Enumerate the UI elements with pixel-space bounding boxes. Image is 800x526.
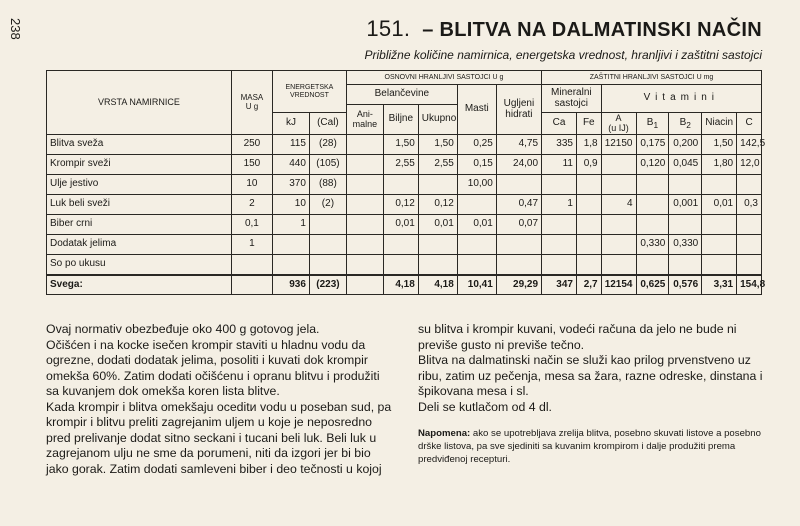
cell-kj: 936 bbox=[272, 275, 309, 295]
recipe-number: 151. bbox=[366, 16, 411, 41]
cell-biljne bbox=[383, 175, 418, 195]
cell-cal: (223) bbox=[309, 275, 346, 295]
cell-masti: 10,41 bbox=[457, 275, 496, 295]
cell-animalne bbox=[346, 195, 383, 215]
cell-niacin bbox=[702, 235, 737, 255]
cell-ca bbox=[542, 175, 577, 195]
cell-b1 bbox=[636, 215, 669, 235]
table-total-row bbox=[47, 275, 762, 295]
cell-a: 12150 bbox=[601, 135, 636, 155]
cell-masti: 0,25 bbox=[457, 135, 496, 155]
cell-name: Krompir sveži bbox=[47, 155, 232, 175]
cell-ugljeni: 4,75 bbox=[496, 135, 541, 155]
cell-c bbox=[737, 255, 762, 275]
cell-name: Biber crni bbox=[47, 215, 232, 235]
cell-a: 4 bbox=[601, 195, 636, 215]
cell-c bbox=[737, 215, 762, 235]
cell-fe: 2,7 bbox=[576, 275, 601, 295]
cell-c: 142,5 bbox=[737, 135, 762, 155]
cell-masti: 0,15 bbox=[457, 155, 496, 175]
cell-biljne: 2,55 bbox=[383, 155, 418, 175]
cell-b1: 0,625 bbox=[636, 275, 669, 295]
cell-cal: (2) bbox=[309, 195, 346, 215]
cell-niacin: 3,31 bbox=[702, 275, 737, 295]
cell-animalne bbox=[346, 135, 383, 155]
cell-b2: 0,045 bbox=[669, 155, 702, 175]
table-body bbox=[47, 135, 766, 295]
cell-biljne: 4,18 bbox=[383, 275, 418, 295]
header-vitamini: Vitamini bbox=[601, 85, 761, 113]
cell-biljne: 1,50 bbox=[383, 135, 418, 155]
cell-ukupno: 1,50 bbox=[418, 135, 457, 155]
cell-b2 bbox=[669, 215, 702, 235]
cell-cal: (88) bbox=[309, 175, 346, 195]
cell-masa: 250 bbox=[231, 135, 272, 155]
cell-b2: 0,330 bbox=[669, 235, 702, 255]
cell-b2 bbox=[669, 175, 702, 195]
paragraph: Ovaj normativ obezbeđuje oko 400 g gotovog jela. bbox=[46, 322, 320, 336]
cell-niacin: 1,50 bbox=[702, 135, 737, 155]
nutrition-table bbox=[46, 70, 766, 295]
recipe-name: – BLITVA NA DALMATINSKI NAČIN bbox=[422, 19, 762, 41]
cell-kj: 1 bbox=[272, 215, 309, 235]
cell-niacin bbox=[702, 175, 737, 195]
cell-name: Blitva sveža bbox=[47, 135, 232, 155]
note bbox=[418, 427, 770, 466]
cell-c: 12,0 bbox=[737, 155, 762, 175]
header-ugljeni: Ugljeni hidrati bbox=[496, 85, 541, 135]
cell-fe bbox=[576, 195, 601, 215]
cell-biljne: 0,12 bbox=[383, 195, 418, 215]
cell-c bbox=[737, 235, 762, 255]
header-animalne: Ani- malne bbox=[346, 105, 383, 135]
cell-fe bbox=[576, 255, 601, 275]
header-ukupno: Ukupno bbox=[418, 105, 457, 135]
cell-a bbox=[601, 155, 636, 175]
cell-masa: 0,1 bbox=[231, 215, 272, 235]
cell-masa: 1 bbox=[231, 235, 272, 255]
table-row bbox=[47, 155, 762, 175]
cell-masa: 10 bbox=[231, 175, 272, 195]
recipe-title bbox=[366, 16, 762, 42]
cell-kj: 440 bbox=[272, 155, 309, 175]
cell-ca: 347 bbox=[542, 275, 577, 295]
cell-masa bbox=[231, 275, 272, 295]
cell-animalne bbox=[346, 215, 383, 235]
cell-ca bbox=[542, 215, 577, 235]
cell-ca bbox=[542, 255, 577, 275]
cell-c bbox=[737, 175, 762, 195]
cell-masti bbox=[457, 235, 496, 255]
cell-masti: 0,01 bbox=[457, 215, 496, 235]
cell-a bbox=[601, 215, 636, 235]
cell-animalne bbox=[346, 155, 383, 175]
paragraph: Deli se kutlаčom od 4 dl. bbox=[418, 399, 552, 414]
cell-a bbox=[601, 175, 636, 195]
cell-niacin bbox=[702, 215, 737, 235]
cell-biljne bbox=[383, 235, 418, 255]
cell-ugljeni bbox=[496, 235, 541, 255]
header-masti: Masti bbox=[457, 85, 496, 135]
cell-fe: 1,8 bbox=[576, 135, 601, 155]
cell-b2 bbox=[669, 255, 702, 275]
cell-masa: 150 bbox=[231, 155, 272, 175]
cell-cal bbox=[309, 215, 346, 235]
cell-b1 bbox=[636, 195, 669, 215]
instructions-right-column bbox=[418, 322, 770, 466]
header-biljne: Biljne bbox=[383, 105, 418, 135]
header-c: C bbox=[737, 113, 762, 135]
paragraph: Blitva na dalmatinski način se služi kao prilog prvenstveno uz ribu, zatim uz pečenja, mesa sa žara, razne odreske, dinstana i špikovana mesa i sl. bbox=[418, 353, 763, 398]
cell-b2: 0,200 bbox=[669, 135, 702, 155]
note-text: ako se upotrebljava zrelija blitva, posebno skuvati listove a posebno drške listova, pa sve sjediniti sa kuvanim krompirom i dalje produžiti prema predviđenoj recepturi. bbox=[418, 428, 761, 465]
cell-a bbox=[601, 255, 636, 275]
header-osnovni: OSNOVNI HRANLJIVI SASTOJCI U g bbox=[346, 71, 541, 85]
cell-niacin: 0,01 bbox=[702, 195, 737, 215]
cell-ukupno: 4,18 bbox=[418, 275, 457, 295]
cell-kj: 115 bbox=[272, 135, 309, 155]
table-row bbox=[47, 175, 762, 195]
cell-kj bbox=[272, 235, 309, 255]
cell-animalne bbox=[346, 255, 383, 275]
cell-fe bbox=[576, 175, 601, 195]
cell-ca: 335 bbox=[542, 135, 577, 155]
table-row bbox=[47, 135, 762, 155]
cell-animalne bbox=[346, 235, 383, 255]
cell-name: Dodatak jelima bbox=[47, 235, 232, 255]
cell-ukupno bbox=[418, 175, 457, 195]
cell-fe bbox=[576, 235, 601, 255]
cell-biljne: 0,01 bbox=[383, 215, 418, 235]
page-number: 238 bbox=[8, 18, 23, 40]
header-cal: (Cal) bbox=[309, 113, 346, 135]
cell-ukupno bbox=[418, 255, 457, 275]
header-a: A (u IJ) bbox=[601, 113, 636, 135]
cell-ukupno: 0,12 bbox=[418, 195, 457, 215]
cell-kj: 370 bbox=[272, 175, 309, 195]
cell-animalne bbox=[346, 175, 383, 195]
note-label: Napomena: bbox=[418, 428, 471, 439]
cell-ukupno: 0,01 bbox=[418, 215, 457, 235]
header-zastitni: ZAŠTITNI HRANLJIVI SASTOJCI U mg bbox=[542, 71, 762, 85]
cell-ugljeni: 0,47 bbox=[496, 195, 541, 215]
cell-ugljeni bbox=[496, 175, 541, 195]
cell-ukupno bbox=[418, 235, 457, 255]
table-row bbox=[47, 195, 762, 215]
cell-kj: 10 bbox=[272, 195, 309, 215]
cell-masa: 2 bbox=[231, 195, 272, 215]
cell-ca bbox=[542, 235, 577, 255]
cell-ukupno: 2,55 bbox=[418, 155, 457, 175]
cell-cal: (105) bbox=[309, 155, 346, 175]
cell-c: 0,3 bbox=[737, 195, 762, 215]
cell-fe bbox=[576, 215, 601, 235]
header-b1: $B_1$ bbox=[636, 113, 669, 135]
cell-b2: 0,576 bbox=[669, 275, 702, 295]
table-row bbox=[47, 235, 762, 255]
header-masa: MASA U g bbox=[231, 71, 272, 135]
table-row bbox=[47, 255, 762, 275]
cell-ugljeni bbox=[496, 255, 541, 275]
cell-c: 154,8 bbox=[737, 275, 762, 295]
cell-fe: 0,9 bbox=[576, 155, 601, 175]
cell-b1: 0,120 bbox=[636, 155, 669, 175]
cell-name: Ulje jestivo bbox=[47, 175, 232, 195]
header-b2: $B_2$ bbox=[669, 113, 702, 135]
cell-name: Luk beli sveži bbox=[47, 195, 232, 215]
paragraph: su blitva i krompir kuvani, vodeći računa da jelo ne bude ni previše gusto ni previše tečno. bbox=[418, 322, 737, 352]
header-mineralni: Mineralni sastojci bbox=[542, 85, 602, 113]
header-ca: Ca bbox=[542, 113, 577, 135]
cell-animalne bbox=[346, 275, 383, 295]
cell-niacin bbox=[702, 255, 737, 275]
table-subtitle: Približne količine namirnica, energetska vrednost, hranljivi i zaštitni sastojci bbox=[364, 48, 762, 62]
cell-masa bbox=[231, 255, 272, 275]
cell-a bbox=[601, 235, 636, 255]
cell-ugljeni: 29,29 bbox=[496, 275, 541, 295]
cell-cal bbox=[309, 255, 346, 275]
cell-cal bbox=[309, 235, 346, 255]
cell-masti: 10,00 bbox=[457, 175, 496, 195]
header-kj: kJ bbox=[272, 113, 309, 135]
instructions-left-column bbox=[46, 322, 392, 477]
cell-masti bbox=[457, 195, 496, 215]
cell-b1 bbox=[636, 255, 669, 275]
cell-kj bbox=[272, 255, 309, 275]
paragraph: Kada krompir i blitva omekšaju oceditи vodu u poseban sud, pa krompir i blitvu preliti zagrejanim uljem u koje je neposredno pred prelivanje dodat sitno seckani i tucani beli luk. Beli luk u zagrejanom ulju ne sme da porumeni, niti da izgori jer bi bio jako gorak. Zatim dodati samleveni biber i deo tečnosti u kojoj bbox=[46, 399, 392, 476]
header-niacin: Niacin bbox=[702, 113, 737, 135]
header-energetska: ENERGETSKA VREDNOST bbox=[272, 71, 346, 113]
cell-ca: 1 bbox=[542, 195, 577, 215]
cell-name: Svega: bbox=[47, 275, 232, 295]
cell-ugljeni: 24,00 bbox=[496, 155, 541, 175]
header-vrsta: VRSTA NAMIRNICE bbox=[47, 71, 232, 135]
cell-b1 bbox=[636, 175, 669, 195]
header-fe: Fe bbox=[576, 113, 601, 135]
cell-cal: (28) bbox=[309, 135, 346, 155]
table-row bbox=[47, 215, 762, 235]
cell-biljne bbox=[383, 255, 418, 275]
cell-b1: 0,330 bbox=[636, 235, 669, 255]
cell-niacin: 1,80 bbox=[702, 155, 737, 175]
cell-ugljeni: 0,07 bbox=[496, 215, 541, 235]
cell-b1: 0,175 bbox=[636, 135, 669, 155]
cell-b2: 0,001 bbox=[669, 195, 702, 215]
paragraph: Očišćen i na kocke isečen krompir staviti u hladnu vodu da ogrezne, dodati dodatak jelima, posoliti i kuvati dok krompir omekša 60%. Zatim dodati očišćenu i opranu blitvu i produžiti sa kuvanjem dok omekša koren lista blitve. bbox=[46, 337, 380, 398]
cell-a: 12154 bbox=[601, 275, 636, 295]
cell-masti bbox=[457, 255, 496, 275]
cell-ca: 11 bbox=[542, 155, 577, 175]
header-belancevine: Belančevine bbox=[346, 85, 457, 105]
cell-name: So po ukusu bbox=[47, 255, 232, 275]
